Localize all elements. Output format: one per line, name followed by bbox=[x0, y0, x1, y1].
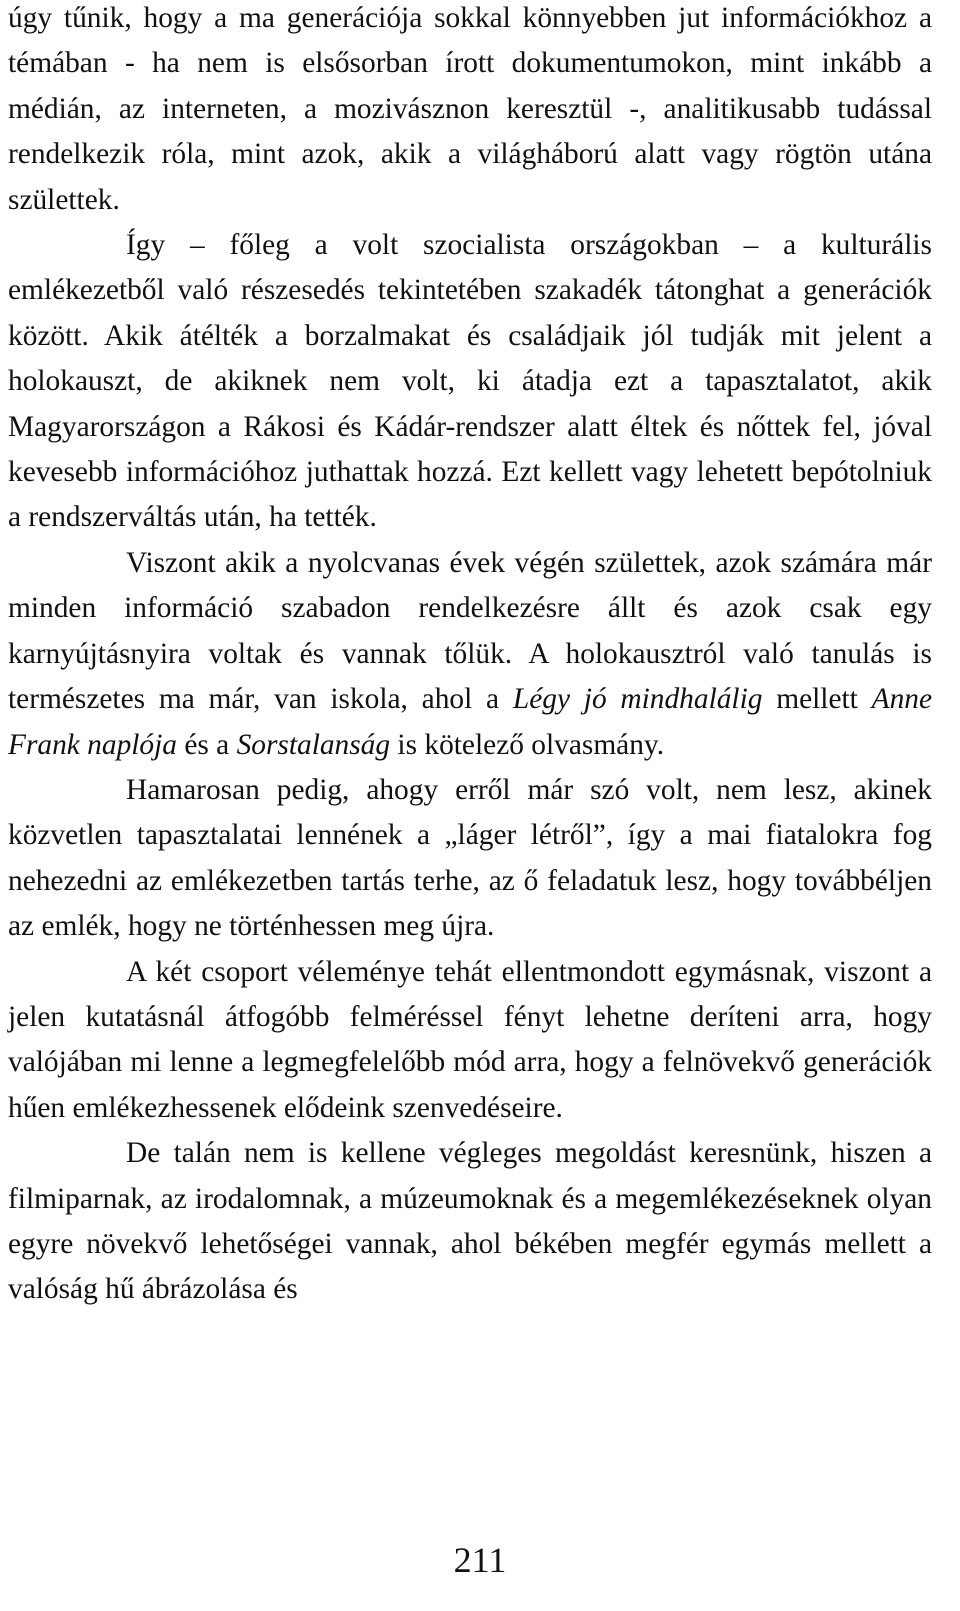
book-title-legy-jo-mindhalalig: Légy jó mindhalálig bbox=[512, 683, 763, 716]
paragraph-generation-gap: Így – főleg a volt szocialista országokban – a kulturális emlékezetből való részesedés tekintetében szakadék tátonghat a generációk között. Akik átélték a borzalmakat és családjaik jól tudják mit jelent a holokauszt, de akiknek nem volt, ki átadja ezt a tapasztalatot, akik Magyarországon a Rákosi és Kádár-rendszer alatt éltek és nőttek fel, jóval kevesebb információhoz juthattak hozzá. Ezt kellett vagy lehetett bepótolniuk a rendszerváltás után, ha tették. bbox=[8, 229, 932, 534]
document-page bbox=[8, 0, 932, 1313]
page-number: 211 bbox=[453, 1540, 507, 1580]
paragraph-remembrance-burden: Hamarosan pedig, ahogy erről már szó volt, nem lesz, akinek közvetlen tapasztalatai lennének a „láger létről”, így a mai fiatalokra fog nehezedni az emlékezetben tartás terhe, az ő feladatuk lesz, hogy továbbéljen az emlék, hogy ne történhessen meg újra. bbox=[8, 773, 932, 943]
book-title-anne-frank-naploja: Anne Frank naplója bbox=[8, 683, 933, 761]
book-title-sorstalansag: Sorstalanság bbox=[236, 728, 391, 761]
paragraph-text-part: mellett bbox=[762, 683, 872, 716]
paragraph-younger-generation bbox=[8, 541, 932, 768]
paragraph-text-part: is kötelező olvasmány. bbox=[390, 728, 665, 761]
paragraph-final-solution: De talán nem is kellene végleges megoldást keresnünk, hiszen a filmiparnak, az irodalomnak, a múzeumoknak és a megemlékezéseknek olyan egyre növekvő lehetőségei vannak, ahol békében megfér egymás mellett a valóság hű ábrázolása és bbox=[8, 1137, 932, 1306]
paragraph-continuation: úgy tűnik, hogy a ma generációja sokkal könnyebben jut információkhoz a témában - ha nem is elsősorban írott dokumentumokon, mint inkább a médián, az interneten, a mozivásznon keresztül -, analitikusabb tudással rendelkezik róla, mint azok, akik a világháború alatt vagy rögtön utána születtek. bbox=[8, 2, 932, 216]
paragraph-two-groups: A két csoport véleménye tehát ellentmondott egymásnak, viszont a jelen kutatásnál átfogóbb felméréssel fényt lehetne deríteni arra, hogy valójában mi lenne a legmegfelelőbb mód arra, hogy a felnövekvő generációk hűen emlékezhessenek elődeink szenvedéseire. bbox=[8, 955, 932, 1124]
paragraph-text-part: Viszont akik a nyolcvanas évek végén születtek, azok számára már minden információ szabadon rendelkezésre állt és azok csak egy karnyújtásnyira voltak és vannak tőlük. A holokausztról való tanulás is természetes ma már, van iskola, ahol a bbox=[8, 546, 932, 716]
paragraph-text-part: és a bbox=[176, 728, 237, 761]
